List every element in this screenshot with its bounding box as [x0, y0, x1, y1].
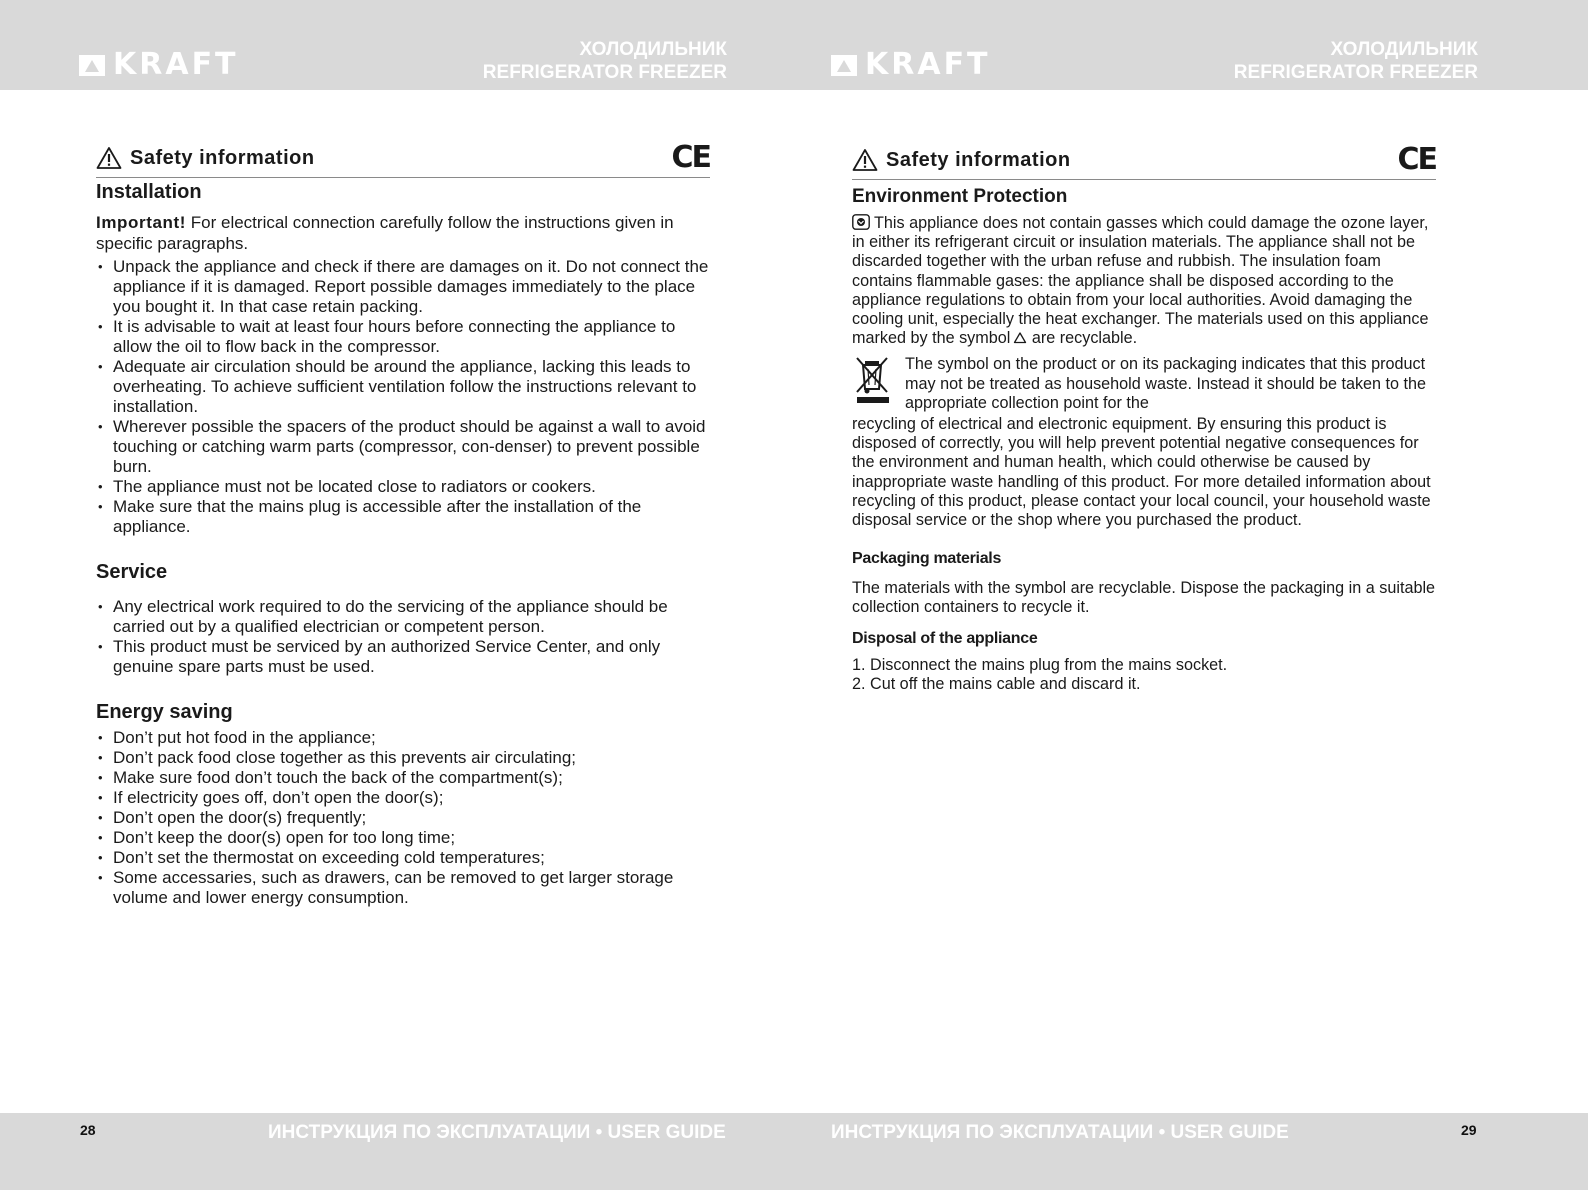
- weee-block: [852, 355, 1436, 413]
- list-item: • Any electrical work required to do the servicing of the appliance should be carried out by a qualified electrician or competent person.: [96, 597, 710, 637]
- footer-guide-left: ИНСТРУКЦИЯ ПО ЭКСПЛУАТАЦИИ • USER GUIDE: [268, 1122, 726, 1143]
- list-item: • Don’t open the door(s) frequently;: [96, 808, 710, 828]
- list-item: • Don’t put hot food in the appliance;: [96, 728, 710, 748]
- packaging-heading: Packaging materials: [852, 550, 1002, 568]
- disposal-step: 1. Disconnect the mains plug from the mains socket.: [852, 655, 1228, 674]
- disposal-heading: Disposal of the appliance: [852, 629, 1038, 647]
- important-paragraph: [96, 212, 710, 254]
- list-item: • Adequate air circulation should be around the appliance, lacking this leads to overheating. To achieve sufficient ventilation follow the instructions relevant to installation.: [96, 357, 710, 417]
- important-text: For electrical connection carefully follow the instructions given in specific paragraphs.: [96, 213, 674, 253]
- section-header: [96, 140, 710, 178]
- crossed-bin-icon: [852, 355, 897, 405]
- brand-logo-text: KRAFT: [113, 47, 239, 82]
- environment-text-end: are recyclable.: [1027, 329, 1138, 348]
- eco-icon: [852, 214, 870, 230]
- list-item: • It is advisable to wait at least four hours before connecting the appliance to allow the oil to flow back in the compressor.: [96, 317, 710, 357]
- list-item: • Don’t pack food close together as this prevents air circulating;: [96, 748, 710, 768]
- product-title-en: REFRIGERATOR FREEZER: [482, 62, 727, 83]
- disposal-step: 2. Cut off the mains cable and discard it.: [852, 674, 1141, 693]
- list-item: • Don’t keep the door(s) open for too long time;: [96, 828, 710, 848]
- list-item: • Make sure that the mains plug is accessible after the installation of the appliance.: [96, 497, 710, 537]
- service-list: [96, 597, 710, 677]
- environment-heading: Environment Protection: [852, 186, 1068, 207]
- ce-mark: CE: [671, 140, 710, 175]
- list-item: • Unpack the appliance and check if there are damages on it. Do not connect the appliance if it is damaged. Report possible damages immediately to the place you bought it. In that case retain packing.: [96, 257, 710, 317]
- packaging-text: The materials with the symbol are recyclable. Dispose the packaging in a suitable collection containers to recycle it.: [852, 579, 1436, 617]
- page-number-left: 28: [80, 1122, 96, 1138]
- brand-logo-text: KRAFT: [865, 47, 991, 82]
- product-title-left: [420, 38, 727, 84]
- brand-logo-right: [831, 47, 991, 82]
- energy-list: [96, 728, 710, 908]
- brand-logo-mark-icon: [831, 55, 857, 76]
- recycle-icon: [1013, 332, 1027, 344]
- page-number-right: 29: [1461, 1122, 1477, 1138]
- list-item: • Don’t set the thermostat on exceeding cold temperatures;: [96, 848, 710, 868]
- left-page-content: [96, 140, 710, 908]
- brand-logo-mark-icon: [79, 55, 105, 76]
- list-item: • Make sure food don’t touch the back of the compartment(s);: [96, 768, 710, 788]
- section-header: [852, 142, 1436, 180]
- environment-text: This appliance does not contain gasses which could damage the ozone layer, in either its refrigerant circuit or insulation materials. The appliance shall not be discarded together with the urban refuse and rubbish. The insulation foam contains flammable gases: the appliance shall be disposed according to the appliance regulations to obtain from your local authorities. Avoid damaging the cooling unit, especially the heat exchanger. The materials used on this appliance marked by the symbol: [852, 214, 1429, 348]
- weee-text: The symbol on the product or on its packaging indicates that this product may not be treated as household waste. Instead it should be taken to the appropriate collection point for the: [905, 355, 1427, 412]
- list-item: • This product must be serviced by an authorized Service Center, and only genuine spare parts must be used.: [96, 637, 710, 677]
- brand-logo-left: [79, 47, 239, 82]
- installation-list: [96, 257, 710, 537]
- warning-icon: [852, 148, 878, 172]
- right-page-content: [852, 142, 1436, 694]
- list-item: • Some accessaries, such as drawers, can be removed to get larger storage volume and lower energy consumption.: [96, 868, 710, 908]
- footer-guide-right: ИНСТРУКЦИЯ ПО ЭКСПЛУАТАЦИИ • USER GUIDE: [831, 1122, 1289, 1143]
- list-item: • The appliance must not be located close to radiators or cookers.: [96, 477, 710, 497]
- list-item: • If electricity goes off, don’t open the door(s);: [96, 788, 710, 808]
- installation-heading: Installation: [96, 181, 202, 203]
- section-title-text: Safety information: [886, 148, 1071, 171]
- important-label: Important!: [96, 213, 187, 232]
- section-title: [852, 148, 1071, 172]
- energy-heading: Energy saving: [96, 701, 233, 723]
- weee-continuation: recycling of electrical and electronic equipment. By ensuring this product is disposed of correctly, you will help prevent potential negative consequences for the environment and human health, which could otherwise be caused by inappropriate waste handling of this product. For more detailed information about recycling of this product, please contact your local council, your household waste disposal service or the shop where you purchased the product.: [852, 415, 1431, 530]
- ce-mark: CE: [1397, 142, 1436, 177]
- product-title-right: [1170, 38, 1478, 84]
- product-title-en: REFRIGERATOR FREEZER: [1233, 62, 1478, 83]
- warning-icon: [96, 146, 122, 170]
- list-item: • Wherever possible the spacers of the product should be against a wall to avoid touching or catching warm parts (compressor, con-denser) to prevent possible burn.: [96, 417, 710, 477]
- product-title-ru: ХОЛОДИЛЬНИК: [579, 39, 727, 60]
- service-heading: Service: [96, 561, 168, 583]
- section-title-text: Safety information: [130, 146, 315, 169]
- section-title: [96, 146, 315, 170]
- product-title-ru: ХОЛОДИЛЬНИК: [1330, 39, 1478, 60]
- environment-paragraph: [852, 214, 1436, 348]
- footer-band: [0, 1113, 1588, 1190]
